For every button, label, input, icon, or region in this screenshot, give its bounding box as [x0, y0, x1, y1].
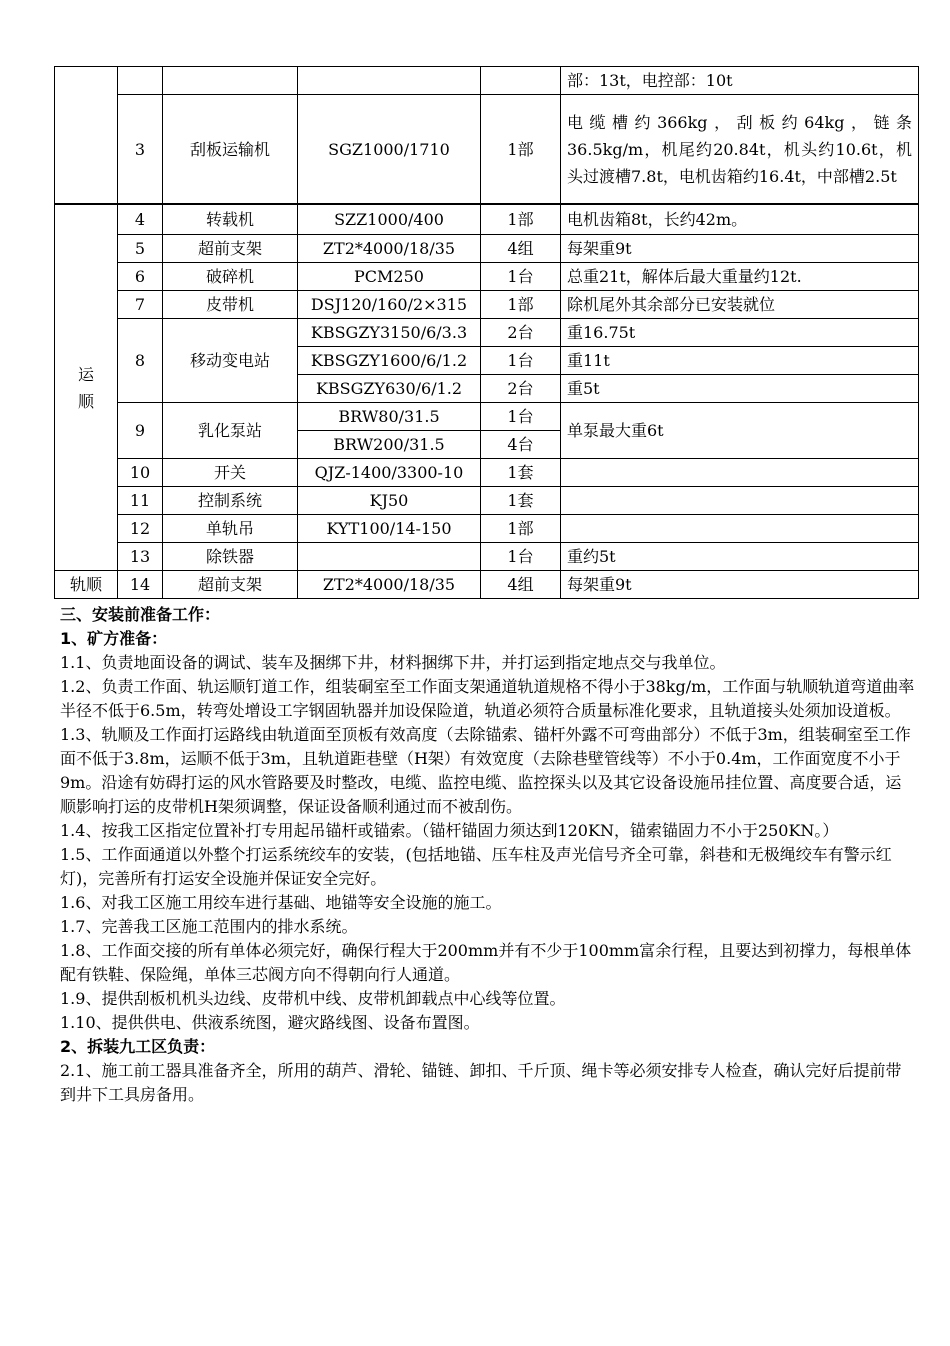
equipment-table [54, 66, 919, 204]
equipment-table-lower [54, 204, 919, 599]
paragraph: 1.1、负责地面设备的调试、装车及捆绑下井，材料捆绑下井，并打运到指定地点交与我单位。 [60, 653, 726, 672]
paragraph: 1.3、轨顺及工作面打运路线由轨道面至顶板有效高度（去除锚索、锚杆外露不可弯曲部分）不低于3m，组装硐室至工作面不低于3.8m，运顺不低于3m，且轨道距巷壁（H架）有效宽度（去除巷壁管线等）不小于0.4m，工作面宽度不小于9m。沿途有妨碍打运的风水管路要及时整改，电缆、监控电缆、监控探头以及其它设备设施吊挂位置、高度要合适，运顺影响打运的皮带机H架须调整，保证设备顺利通过而不被刮伤。 [60, 725, 911, 816]
table-row: 12 单轨吊 KYT100/14-150 1部 [55, 515, 919, 543]
table-row: 9 乳化泵站 BRW80/31.5 1台 单泵最大重6t [55, 403, 919, 431]
group-label-yunshun: 运顺 [55, 205, 118, 571]
table-row: KBSGZY630/6/1.2 2台 重5t [55, 375, 919, 403]
table-row: 3 刮板运输机 SGZ1000/1710 1部 电缆槽约366kg，刮板约64kg，链条36.5kg/m，机尾约20.84t，机头约10.6t，机头过渡槽7.8t，电机齿箱约16.4t，中部槽2.5t [55, 95, 919, 204]
paragraph: 2.1、施工前工器具准备齐全，所用的葫芦、滑轮、锚链、卸扣、千斤顶、绳卡等必须安排专人检查，确认完好后提前带到井下工具房备用。 [60, 1061, 902, 1104]
paragraph: 1.7、完善我工区施工范围内的排水系统。 [60, 917, 358, 936]
table-row: 13 除铁器 1台 重约5t [55, 543, 919, 571]
table-row: 5 超前支架 ZT2*4000/18/35 4组 每架重9t [55, 235, 919, 263]
paragraph: 1.9、提供刮板机机头边线、皮带机中线、皮带机卸载点中心线等位置。 [60, 989, 566, 1008]
group-label-guishun: 轨顺 [55, 571, 118, 599]
table-row: 6 破碎机 PCM250 1台 总重21t，解体后最大重量约12t. [55, 263, 919, 291]
table-row: BRW200/31.5 4台 [55, 431, 919, 459]
table-row: 11 控制系统 KJ50 1套 [55, 487, 919, 515]
subsection-heading: 2、拆装九工区负责： [60, 1037, 216, 1056]
table-row: 轨顺 14 超前支架 ZT2*4000/18/35 4组 每架重9t [55, 571, 919, 599]
note-cell: 电缆槽约366kg，刮板约64kg，链条36.5kg/m，机尾约20.84t，机头约10.6t，机头过渡槽7.8t，电机齿箱约16.4t，中部槽2.5t [561, 95, 919, 204]
body-text [60, 603, 916, 1107]
section-heading: 三、安装前准备工作： [60, 605, 221, 624]
note-cell: 部：13t，电控部：10t [561, 67, 919, 95]
paragraph: 1.8、工作面交接的所有单体必须完好，确保行程大于200mm并有不少于100mm富余行程，且要达到初撑力，每根单体配有铁鞋、保险绳，单体三芯阀方向不得朝向行人通道。 [60, 941, 912, 984]
paragraph: 1.10、提供供电、供液系统图，避灾路线图、设备布置图。 [60, 1013, 480, 1032]
paragraph: 1.5、工作面通道以外整个打运系统绞车的安装，(包括地锚、压车柱及声光信号齐全可靠，斜巷和无极绳绞车有警示红灯)，完善所有打运安全设施并保证安全完好。 [60, 845, 892, 888]
paragraph: 1.4、按我工区指定位置补打专用起吊锚杆或锚索。（锚杆锚固力须达到120KN，锚索锚固力不小于250KN。） [60, 821, 839, 840]
paragraph: 1.6、对我工区施工用绞车进行基础、地锚等安全设施的施工。 [60, 893, 502, 912]
table-row: 8 移动变电站 KBSGZY3150/6/3.3 2台 重16.75t [55, 319, 919, 347]
group-cell-continued [55, 67, 118, 204]
subsection-heading: 1、矿方准备： [60, 629, 168, 648]
table-row [55, 67, 919, 95]
table-row: 运顺 4 转载机 SZZ1000/400 1部 电机齿箱8t，长约42m。 [55, 205, 919, 235]
table-row: 7 皮带机 DSJ120/160/2×315 1部 除机尾外其余部分已安装就位 [55, 291, 919, 319]
paragraph: 1.2、负责工作面、轨运顺钉道工作，组装硐室至工作面支架通道轨道规格不得小于38kg/m，工作面与轨顺轨道弯道曲率半径不低于6.5m，转弯处增设工字钢固轨器并加设保险道，轨道必须符合质量标准化要求，且轨道接头处须加设道板。 [60, 677, 915, 720]
table-row: 10 开关 QJZ-1400/3300-10 1套 [55, 459, 919, 487]
table-row: KBSGZY1600/6/1.2 1台 重11t [55, 347, 919, 375]
